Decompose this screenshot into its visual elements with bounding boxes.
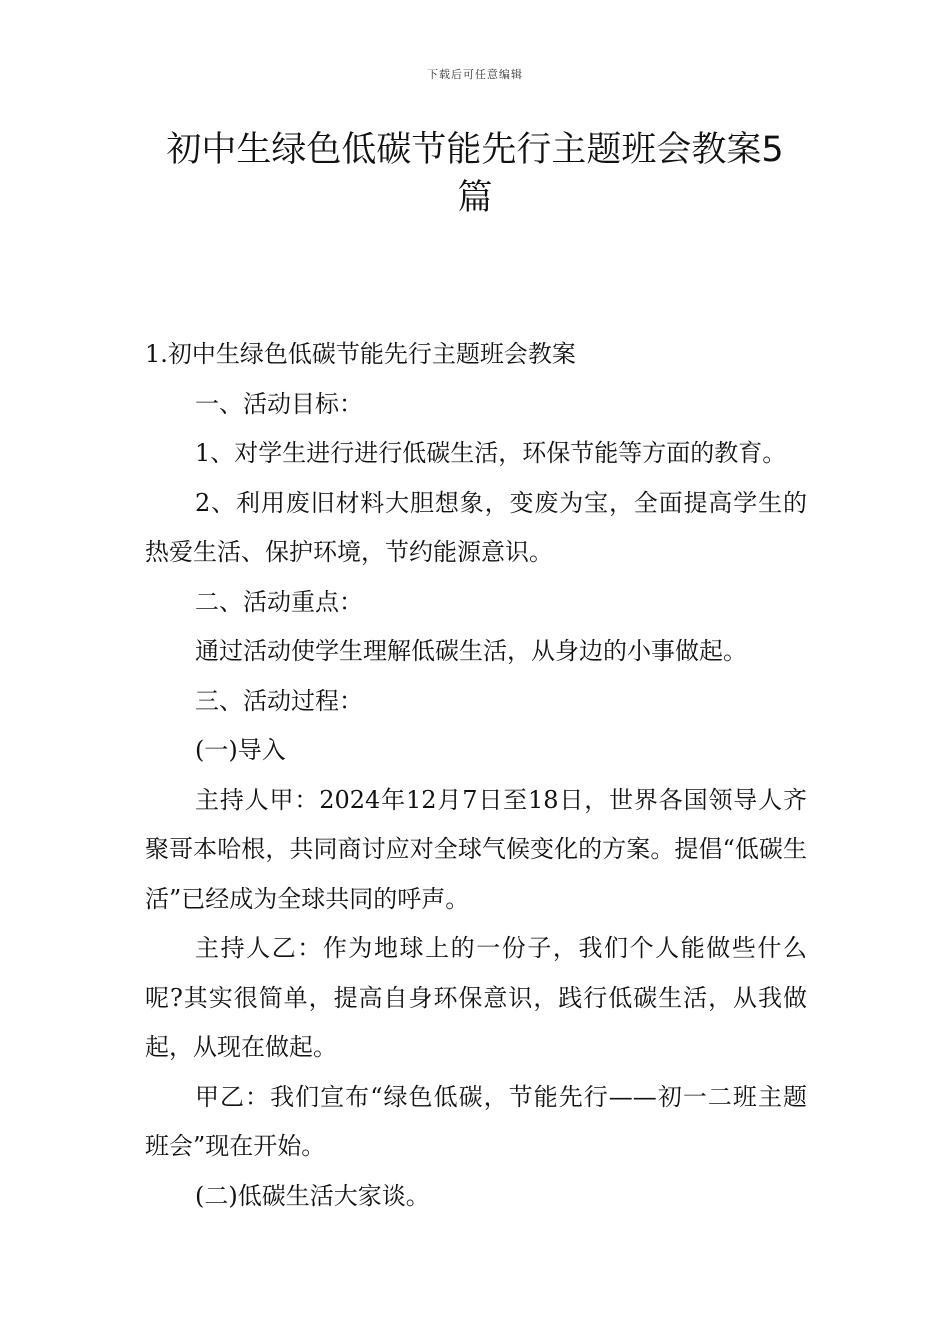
paragraph: (二)低碳生活大家谈。 [195, 1181, 430, 1210]
paragraph: 三、活动过程： [195, 686, 363, 715]
paragraph: 二、活动重点： [195, 587, 363, 616]
paragraph: 1、对学生进行进行低碳生活，环保节能等方面的教育。 [195, 439, 787, 467]
paragraph: 2、利用废旧材料大胆想象，变废为宝，全面提高学生的热爱生活、保护环境，节约能源意识。 [145, 488, 807, 566]
paragraph: 甲乙：我们宣布“绿色低碳，节能先行——初一二班主题班会”现在开始。 [145, 1082, 807, 1160]
paragraph: 主持人甲：2024年12月7日至18日，世界各国领导人齐聚哥本哈根，共同商讨应对全球气候变化的方案。提倡“低碳生活”已经成为全球共同的呼声。 [145, 785, 807, 913]
paragraph: 1.初中生绿色低碳节能先行主题班会教案 [145, 340, 576, 368]
paragraph: 主持人乙：作为地球上的一份子，我们个人能做些什么呢?其实很简单，提高自身环保意识，践行低碳生活，从我做起，从现在做起。 [145, 934, 807, 1061]
paragraph: 通过活动使学生理解低碳生活，从身边的小事做起。 [195, 637, 747, 665]
header-note: 下载后可任意编辑 [427, 68, 523, 81]
document-title: 初中生绿色低碳节能先行主题班会教案5篇 [166, 130, 784, 218]
paragraph: (一)导入 [195, 736, 286, 764]
document-body [145, 330, 807, 1221]
paragraph: 一、活动目标： [195, 389, 363, 418]
